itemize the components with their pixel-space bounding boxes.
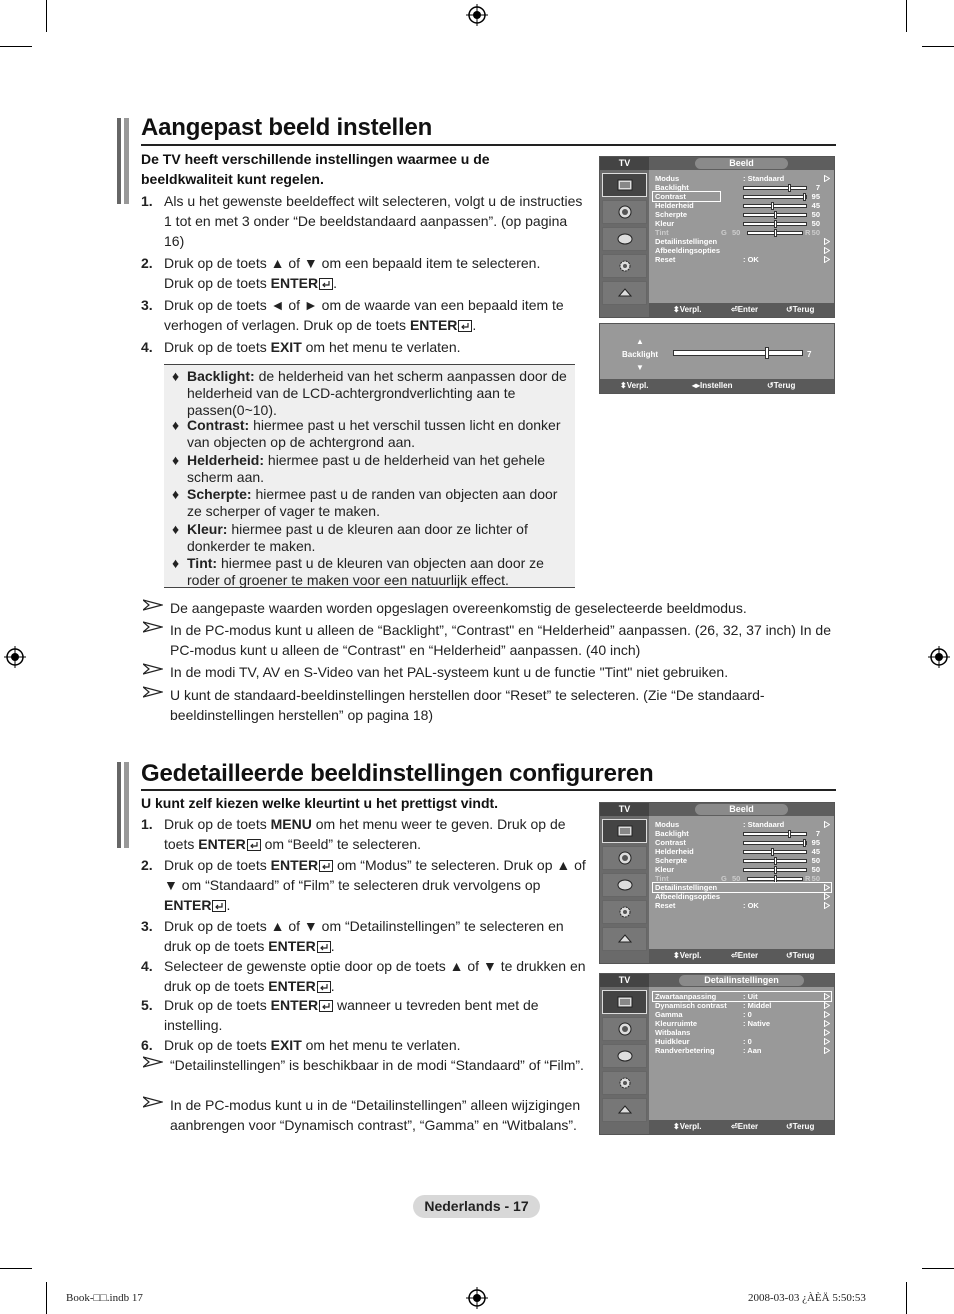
key-exit: EXIT (270, 1037, 302, 1053)
up-arrow-icon: ▲ (636, 337, 644, 346)
bullet-term: Tint: (187, 555, 218, 571)
info-box (164, 364, 575, 588)
arrow-right-icon (824, 1011, 830, 1018)
note-arrow-icon (143, 686, 163, 698)
step-3 (141, 295, 591, 337)
slider-bar (743, 841, 807, 845)
step-text (164, 295, 591, 335)
slider-bar (747, 231, 803, 235)
arrow-right-icon (824, 1029, 830, 1036)
key-enter: ENTER (409, 317, 458, 333)
arrow-right-icon (824, 1002, 830, 1009)
back-hint: ↺ Terug (767, 381, 796, 390)
enter-hint: ⏎ Enter (731, 305, 759, 314)
osd-footer (649, 1120, 834, 1134)
step-text: Als u het gewenste beeldeffect wilt selecteren, volgt u de instructies 1 tot en met 3 onder “De beeldstandaard aanpassen”. (op pagina 16) (164, 193, 583, 249)
note (143, 620, 843, 662)
slider-bar (743, 868, 807, 872)
enter-icon (458, 320, 472, 332)
move-hint: ⬍ Verpl. (673, 305, 702, 314)
enter-icon (319, 860, 333, 872)
arrow-right-icon (824, 1047, 830, 1054)
key-exit: EXIT (270, 339, 302, 355)
section-accent-bar (117, 762, 121, 848)
step-text-a: Druk op de toets (164, 339, 271, 355)
osd-channel-icon[interactable] (602, 873, 647, 897)
enter-hint: ⏎ Enter (731, 1122, 759, 1131)
osd-footer (600, 379, 834, 393)
osd-footer (649, 949, 834, 963)
osd-input-icon[interactable] (602, 1098, 647, 1122)
osd-sidebar (600, 974, 649, 1134)
slider-bar (743, 850, 807, 854)
osd-row-kleur[interactable]: Kleur 50 (655, 219, 820, 228)
osd-row-helderheid[interactable]: Helderheid 45 (655, 847, 820, 856)
osd-tv-label: TV (600, 803, 649, 816)
bullet-text: hiermee past u de randen van objecten aan door ze scherper of vager te maken. (187, 486, 558, 519)
osd-row-dynamisch-contrast[interactable]: Dynamisch contrast : Middel (655, 1001, 830, 1010)
step-text-b: Druk op de toets (164, 275, 271, 291)
slider-value: 7 (807, 350, 812, 359)
crop-mark (906, 1282, 907, 1314)
osd-row-kleur[interactable]: Kleur 50 (655, 865, 820, 874)
key-enter: ENTER (198, 836, 246, 852)
step-text: Druk op de toets ▲ of ▼ om “Detailinstellingen” te selecteren en druk op de toets ENTER . (164, 918, 564, 954)
osd-picture-icon[interactable] (602, 819, 647, 843)
arrow-right-icon (824, 893, 830, 900)
step-number: 3. (141, 297, 153, 313)
osd-sidebar (600, 803, 649, 963)
registration-mark-icon (466, 1287, 488, 1309)
move-hint: ⬍ Verpl. (673, 1122, 702, 1131)
slider-knob (771, 848, 774, 856)
title-rule (141, 144, 836, 146)
osd-body (649, 816, 834, 949)
note-arrow-icon (143, 1096, 163, 1108)
osd-row-tint[interactable]: Tint G 50 R 50 (655, 874, 820, 883)
crop-mark (922, 1268, 954, 1269)
step-number: 6. (141, 1037, 153, 1053)
osd-row-reset[interactable]: Reset : OK (655, 901, 830, 910)
key-enter: ENTER (270, 857, 319, 873)
osd-row-randverbetering[interactable]: Randverbetering : Aan (655, 1046, 830, 1055)
slider-knob (774, 211, 777, 219)
note (143, 685, 823, 727)
step-number: 2. (141, 857, 153, 873)
osd-row-contrast[interactable]: Contrast 95 (655, 838, 820, 847)
arrow-right-icon (824, 256, 830, 263)
slider-knob (771, 202, 774, 210)
osd-header: Beeld (695, 158, 788, 169)
key-menu: MENU (270, 816, 312, 832)
bullet-term: Helderheid: (187, 452, 265, 468)
note-text: In de modi TV, AV en S-Video van het PAL-systeem kunt u de functie "Tint" niet gebruiken. (170, 664, 729, 680)
slider-knob (774, 220, 777, 228)
osd-row-witbalans[interactable]: Witbalans (655, 1028, 830, 1037)
enter-icon (319, 1000, 333, 1012)
step-4 (141, 956, 593, 998)
enter-icon (212, 900, 226, 912)
osd-row-gamma[interactable]: Gamma : 0 (655, 1010, 830, 1019)
step-number: 3. (141, 918, 153, 934)
slider-bar (743, 859, 807, 863)
slider-bar (743, 213, 807, 217)
osd-row-kleurruimte[interactable]: Kleurruimte : Native (655, 1019, 830, 1028)
osd-row-afbeeldingsopties[interactable]: Afbeeldingsopties (655, 892, 830, 901)
key-enter: ENTER (270, 997, 319, 1013)
osd-row-scherpte[interactable]: Scherpte 50 (655, 856, 820, 865)
step-number: 1. (141, 816, 153, 832)
diamond-icon: ♦ (172, 555, 180, 571)
osd-input-icon[interactable] (602, 927, 647, 951)
osd-beeld-menu (599, 156, 835, 318)
enter-hint: ⏎ Enter (731, 951, 759, 960)
diamond-icon: ♦ (172, 417, 180, 433)
section-title: Gedetailleerde beeldinstellingen configureren (141, 760, 654, 787)
slider-knob (803, 193, 806, 201)
osd-setup-icon[interactable] (602, 900, 647, 924)
note-arrow-icon (143, 599, 163, 611)
slider-knob (774, 229, 777, 237)
osd-row-backlight[interactable]: Backlight 7 (655, 183, 820, 192)
osd-header: Detailinstellingen (679, 975, 804, 986)
step-6 (141, 1035, 591, 1057)
osd-sound-icon[interactable] (602, 200, 647, 224)
step-1 (141, 191, 591, 253)
step-text-c: om het menu te verlaten. (301, 339, 461, 355)
diamond-icon: ♦ (172, 486, 180, 502)
osd-row-scherpte[interactable]: Scherpte 50 (655, 210, 820, 219)
osd-setup-icon[interactable] (602, 1071, 647, 1095)
note (143, 1095, 593, 1155)
step-text-c: . (472, 317, 477, 333)
osd-row-modus[interactable]: Modus : Standaard (655, 820, 830, 829)
osd-row-tint[interactable]: Tint G 50 R 50 (655, 228, 820, 237)
bullet-term: Contrast: (187, 417, 250, 433)
bullet-term: Scherpte: (187, 486, 252, 502)
osd-row-contrast[interactable]: Contrast 95 (655, 192, 830, 201)
slider-knob (774, 857, 777, 865)
diamond-icon: ♦ (172, 521, 180, 537)
diamond-icon: ♦ (172, 452, 180, 468)
down-arrow-icon: ▼ (636, 363, 644, 372)
back-hint: ↺ Terug (786, 1122, 815, 1131)
bullet-text: hiermee past u de kleuren aan door ze lichter of donkerder te maken. (187, 521, 528, 554)
slider-knob (788, 184, 791, 192)
note-text: U kunt de standaard-beeldinstellingen herstellen door “Reset” te selecteren. (Zie “De standaard-beeldinstellingen herstellen” op pagina 18) (170, 687, 765, 723)
osd-channel-icon[interactable] (602, 227, 647, 251)
step-number: 4. (141, 958, 153, 974)
osd-channel-icon[interactable] (602, 1044, 647, 1068)
key-enter: ENTER (164, 897, 212, 913)
section-accent-bar (124, 762, 129, 848)
osd-picture-icon[interactable] (602, 173, 647, 197)
bullet-term: Kleur: (187, 521, 228, 537)
slider-knob[interactable] (765, 347, 769, 359)
enter-icon (317, 981, 331, 993)
slider-bar (743, 186, 807, 190)
adjust-hint: ◂▸ Instellen (692, 381, 733, 390)
note (143, 662, 843, 682)
osd-detail-menu (599, 973, 835, 1135)
title-rule (141, 789, 836, 791)
arrow-right-icon (824, 238, 830, 245)
osd-body (649, 987, 834, 1120)
osd-picture-icon[interactable] (602, 990, 647, 1014)
slider-knob (788, 830, 791, 838)
key-enter: ENTER (268, 938, 316, 954)
registration-mark-icon (928, 646, 950, 668)
move-hint: ⬍ Verpl. (673, 951, 702, 960)
step-text (164, 253, 591, 293)
crop-mark (906, 0, 907, 32)
step-text: Selecteer de gewenste optie door op de toets ▲ of ▼ te drukken en druk op de toets ENTER . (164, 958, 586, 994)
slider-label: Backlight (622, 350, 659, 359)
section-accent-bar (117, 118, 121, 204)
key-enter: ENTER (270, 275, 319, 291)
arrow-right-icon (824, 175, 830, 182)
slider-bar (743, 195, 807, 199)
osd-row-zwartaanpassing[interactable]: Zwartaanpassing : Uit (655, 992, 830, 1001)
osd-row-detailinstellingen[interactable]: Detailinstellingen (655, 237, 830, 246)
osd-beeld-menu (599, 802, 835, 964)
osd-sound-icon[interactable] (602, 846, 647, 870)
osd-row-helderheid[interactable]: Helderheid 45 (655, 201, 820, 210)
enter-icon (319, 278, 333, 290)
osd-row-huidkleur[interactable]: Huidkleur : 0 (655, 1037, 830, 1046)
step-text (164, 337, 591, 357)
arrow-right-icon (824, 1038, 830, 1045)
osd-setup-icon[interactable] (602, 254, 647, 278)
osd-backlight-slider (599, 323, 835, 394)
crop-mark (46, 1282, 47, 1314)
slider-bar[interactable] (673, 350, 803, 356)
crop-mark (46, 0, 47, 32)
slider-bar (747, 877, 803, 881)
section-intro: U kunt zelf kiezen welke kleurtint u het prettigst vindt. (141, 795, 499, 811)
step-4 (141, 337, 591, 359)
slider-knob (774, 866, 777, 874)
slider-knob (803, 839, 806, 847)
step-text-a: Druk op de toets ◄ of ► om de waarde van een bepaald item te verhogen of verlagen. Druk op de toets (164, 297, 564, 333)
crop-mark (0, 46, 32, 47)
bullet-term: Backlight: (187, 368, 255, 384)
slider-bar (743, 222, 807, 226)
osd-header: Beeld (695, 804, 788, 815)
registration-mark-icon (4, 646, 26, 668)
osd-row-detailinstellingen[interactable]: Detailinstellingen (655, 883, 830, 892)
step-text: Druk op de toets ENTER wanneer u tevreden bent met de instelling. (164, 997, 539, 1033)
print-date-label: 2008-03-03 ¿ÀÈÄ 5:50:53 (748, 1292, 866, 1304)
step-1 (141, 814, 591, 856)
osd-tv-label: TV (600, 157, 649, 170)
note-arrow-icon (143, 663, 163, 675)
osd-tv-label: TV (600, 974, 649, 987)
note-arrow-icon (143, 621, 163, 633)
key-enter: ENTER (268, 978, 316, 994)
registration-mark-icon (466, 4, 488, 26)
move-hint: ⬍ Verpl. (620, 381, 649, 390)
arrow-right-icon (824, 1020, 830, 1027)
step-2 (141, 855, 591, 917)
crop-mark (922, 46, 954, 47)
note-arrow-icon (143, 1056, 163, 1068)
enter-icon (247, 839, 261, 851)
slider-bar (743, 204, 807, 208)
arrow-right-icon (824, 247, 830, 254)
print-file-label: Book-□□.indb 17 (66, 1292, 143, 1304)
note-text: In de PC-modus kunt u alleen de “Backlight”, “Contrast" en “Helderheid” aanpassen. (26, 32, 37 inch) In de PC-modus kunt u alleen de “Contrast" en “Helderheid” aanpassen. (40 inch) (170, 622, 832, 658)
step-number: 2. (141, 255, 153, 271)
osd-row-afbeeldingsopties[interactable]: Afbeeldingsopties (655, 246, 830, 255)
step-number: 1. (141, 193, 153, 209)
note-text: De aangepaste waarden worden opgeslagen overeenkomstig de geselecteerde beeldmodus. (170, 600, 747, 616)
bullet-text: de helderheid van het scherm aanpassen door de helderheid van de LCD-achtergrondverlichting aan te passen(0~10). (187, 368, 567, 418)
arrow-right-icon (824, 902, 830, 909)
step-text-c: . (333, 275, 337, 291)
step-3 (141, 916, 591, 958)
bullet-text: hiermee past u de kleuren van objecten aan door ze roder of groener te maken voor een natuurlijk effect. (187, 555, 544, 588)
bullet-text: hiermee past u de helderheid van het gehele scherm aan. (187, 452, 545, 485)
arrow-right-icon (824, 993, 830, 1000)
osd-sidebar (600, 157, 649, 317)
note (143, 598, 843, 618)
bullet-text: hiermee past u het verschil tussen licht en donker van objecten op de achtergrond aan. (187, 417, 561, 450)
page-number-badge: Nederlands - 17 (413, 1195, 540, 1218)
osd-sound-icon[interactable] (602, 1017, 647, 1041)
step-text: Druk op de toets EXIT om het menu te verlaten. (164, 1037, 461, 1053)
enter-icon (317, 941, 331, 953)
step-text: Druk op de toets MENU om het menu weer te geven. Druk op de toets ENTER om “Beeld” te selecteren. (164, 816, 566, 852)
back-hint: ↺ Terug (786, 951, 815, 960)
arrow-right-icon (824, 821, 830, 828)
step-2 (141, 253, 591, 295)
note-text: “Detailinstellingen” is beschikbaar in de modi “Standaard” of “Film”. (170, 1057, 584, 1073)
section-title: Aangepast beeld instellen (141, 114, 433, 141)
crop-mark (0, 1268, 32, 1269)
diamond-icon: ♦ (172, 368, 180, 384)
note (143, 1055, 593, 1095)
section-intro: De TV heeft verschillende instellingen waarmee u de beeldkwaliteit kunt regelen. (141, 151, 490, 187)
osd-row-backlight[interactable]: Backlight 7 (655, 829, 820, 838)
osd-row-modus[interactable]: Modus : Standaard (655, 174, 830, 183)
osd-row-reset[interactable]: Reset : OK (655, 255, 830, 264)
step-5 (141, 995, 591, 1037)
step-number: 4. (141, 339, 153, 355)
step-text-a: Druk op de toets ▲ of ▼ om een bepaald item te selecteren. (164, 255, 541, 271)
slider-bar (743, 832, 807, 836)
step-text: Druk op de toets ENTER om “Modus” te selecteren. Druk op ▲ of ▼ om “Standaard” of “Film” te selecteren druk vervolgens op ENTER . (164, 857, 586, 913)
osd-body (649, 170, 834, 303)
osd-input-icon[interactable] (602, 281, 647, 305)
section-accent-bar (124, 118, 129, 204)
step-number: 5. (141, 997, 153, 1013)
arrow-right-icon (824, 884, 830, 891)
note-text: In de PC-modus kunt u in de “Detailinstellingen” alleen wijzigingen aanbrengen voor “Dynamisch contrast”, “Gamma” en “Witbalans”. (170, 1097, 581, 1133)
osd-footer (649, 303, 834, 317)
back-hint: ↺ Terug (786, 305, 815, 314)
